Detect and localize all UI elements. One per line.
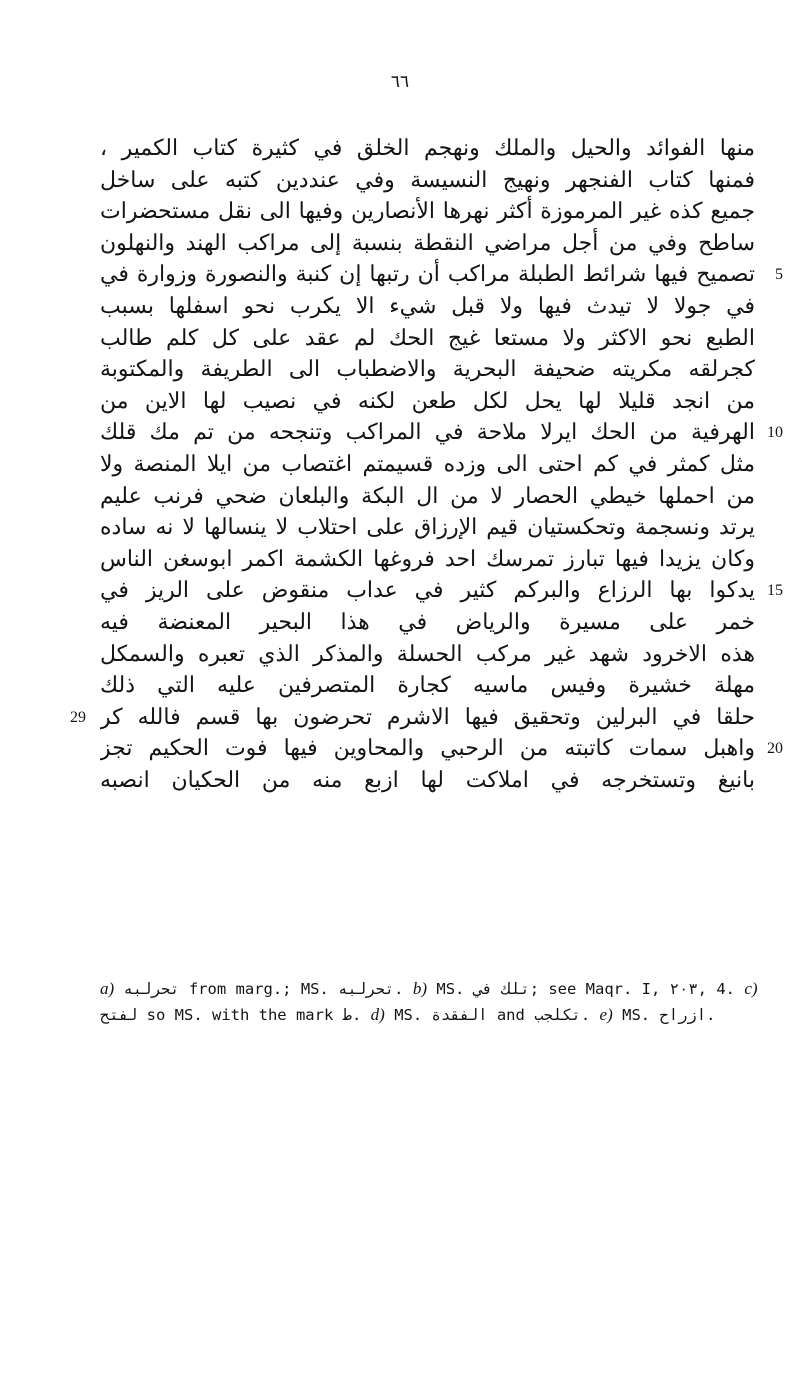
footnote: [590, 1006, 715, 1024]
footnote-text: لفتح so MS. with the mark ط.: [100, 1006, 362, 1024]
text-line: منها الفوائد والحيل والملك ونهجم الخلق في كثيرة كتاب الكمير ،: [100, 136, 755, 161]
text-line: تصميح فيها شرائط الطبلة مراكب أن رتبها إن كنبة والنصورة وزوارة في: [100, 262, 755, 288]
text-line: يرتد ونسجمة وتحكستيان قيم الإرزاق على احتلاب لا ينسالها لا نه ساده: [100, 515, 755, 541]
line-number: 5: [775, 266, 783, 283]
text-line: هذه الاخرود شهد غير مركب الحسلة والمذكر الذي تعبره والسمكل: [100, 641, 755, 667]
footnote-text: MS. ازراح.: [622, 1006, 716, 1024]
text-line: مثل كمثر في كم احتى الى وزده قسيمتم اغتصاب من ايلا المنصة ولا: [100, 451, 755, 477]
line-number: 15: [767, 582, 783, 599]
footnote-text: MS. تلك في; see Maqr. I, ٢٠٣, 4.: [436, 980, 735, 998]
footnote: [361, 1006, 590, 1024]
footnote-marker: c): [744, 979, 758, 998]
page-number: ٦٦: [390, 72, 410, 92]
text-line: يدكوا بها الرزاع والبركم كثير في عداب منقوض على الريز في: [100, 578, 755, 604]
text-line: الطبع نحو الاكثر ولا مستعا غيج الحك لم عقد على كل كلم طالب: [100, 325, 755, 351]
text-line: وكان يزيدا فيها تبارز تمرسك احد فروغها الكشمة اكمر ابوسغن الناس: [100, 546, 755, 572]
text-line: واهبل سمات كاتبته من الرحبي والمحاوين فيها فوت الحكيم تجز: [100, 736, 755, 762]
text-line: من انجد قليلا لها يحل لكل طعن لكنه في نصيب لها الاين من: [100, 388, 755, 414]
arabic-main-text: [70, 133, 783, 796]
footnote-marker: b): [412, 979, 428, 998]
footnote-marker: e): [599, 1005, 613, 1024]
footnotes: [100, 976, 760, 1028]
line-number: 10: [767, 424, 783, 441]
footnote: [100, 980, 404, 998]
footnote-marker: d): [370, 1005, 385, 1024]
text-line: فمنها كتاب الفنجهر ونهيج النسيسة وفي عنددين كتبه على ساخل: [100, 167, 755, 193]
footnote-text: تحرلبه from marg.; MS. تحرلبه.: [123, 980, 404, 998]
text-line: جميع كذه غير المرموزة أكثر نهرها الأنصارين وفيها الى نقل مستحضرات: [100, 199, 755, 225]
line-number: 29: [70, 709, 86, 726]
line-number: 20: [767, 740, 783, 757]
text-line: ساطح وفي من أجل مراضي النقطة بنسبة إلى مراكب الهند والنهلون: [100, 230, 755, 256]
text-line: كجرلقه مكريته ضحيفة البحرية والاضطباب الى الطريفة والمكتوبة: [100, 357, 755, 383]
text-line: مهلة خشيرة وفيس ماسيه كجارة المتصرفين عليه التي ذلك: [100, 673, 755, 699]
text-line: الهرفية من الحك ايرلا ملاحة في المراكب وتنجحه من تم مك قلك: [100, 420, 755, 446]
footnote-text: MS. الفقدة and تكلجب.: [394, 1006, 591, 1024]
footnote: [404, 980, 736, 998]
text-line: من احملها خيطي الحصار لا من ال البكة والبلعان ضحي فرنب عليم: [100, 483, 755, 509]
footnote-marker: a): [100, 979, 115, 998]
text-line: في جولا لا تيدث فيها ولا قبل شيء الا يكرب نحو اسفلها بسبب: [100, 293, 755, 319]
text-line: بانيغ وتستخرجه في املاكت لها ازبع منه من الحكيان انصبه: [100, 767, 755, 793]
text-line: حلقا في البرلين وتحقيق فيها الاشرم تحرضون بها قسم فالله كر: [100, 704, 755, 730]
text-line: خمر على مسيرة والرياض في هذا البحير المعنضة فيه: [100, 609, 755, 635]
